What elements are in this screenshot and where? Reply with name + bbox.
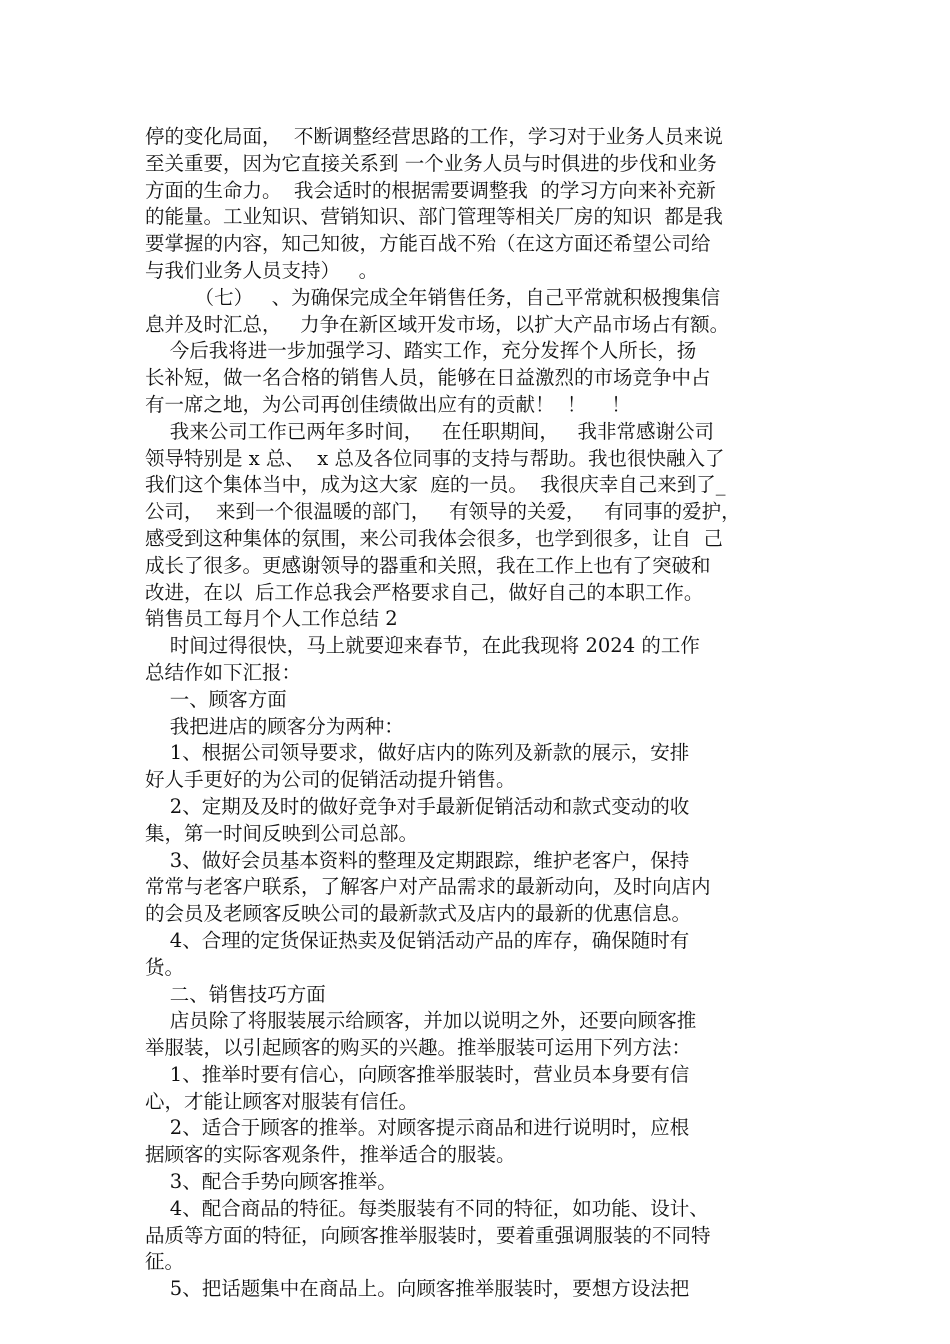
text-line: 品质等方面的特征，向顾客推举服装时，要着重强调服装的不同特: [145, 1223, 711, 1247]
text-line: 我们这个集体当中，成为这大家 庭的一员。 我很庆幸自己来到了_: [145, 473, 726, 497]
text-line: 3、做好会员基本资料的整理及定期跟踪，维护老客户，保持: [145, 848, 690, 872]
text-line: 1、根据公司领导要求，做好店内的陈列及新款的展示，安排: [145, 741, 690, 765]
text-line: 心，才能让顾客对服装有信任。: [145, 1089, 419, 1113]
text-line: 常常与老客户联系，了解客户对产品需求的最新动向，及时向店内: [145, 875, 711, 899]
text-line: 1、推举时要有信心，向顾客推举服装时，营业员本身要有信: [145, 1062, 690, 1086]
text-line: 一、顾客方面: [145, 687, 287, 711]
text-line: 改进，在以 后工作总我会严格要求自己，做好自己的本职工作。: [145, 580, 704, 604]
text-line: 的能量。工业知识、营销知识、部门管理等相关厂房的知识 都是我: [145, 205, 723, 229]
text-line: （七） 、为确保完成全年销售任务，自己平常就积极搜集信: [145, 285, 721, 309]
document-body: [145, 124, 825, 1303]
text-line: 的会员及老顾客反映公司的最新款式及店内的最新的优惠信息。: [145, 902, 692, 926]
text-line: 2、定期及及时的做好竞争对手最新促销活动和款式变动的收: [145, 794, 690, 818]
text-line: 方面的生命力。 我会适时的根据需要调整我 的学习方向来补充新: [145, 178, 716, 202]
text-line: 总结作如下汇报：: [145, 660, 302, 684]
text-line: 我来公司工作已两年多时间， 在任职期间， 我非常感谢公司: [145, 419, 714, 443]
text-line: 货。: [145, 955, 185, 979]
text-line: 4、合理的定货保证热卖及促销活动产品的库存，确保随时有: [145, 928, 690, 952]
text-line: 4、配合商品的特征。每类服装有不同的特征，如功能、设计、: [145, 1196, 709, 1220]
text-line: 停的变化局面， 不断调整经营思路的工作，学习对于业务人员来说: [145, 125, 723, 148]
text-line: 与我们业务人员支持） 。: [145, 258, 379, 282]
text-line: 有一席之地，为公司再创佳绩做出应有的贡献！ ！ ！: [145, 392, 631, 416]
text-line: 2、适合于顾客的推举。对顾客提示商品和进行说明时，应根: [145, 1116, 690, 1140]
text-line: 至关重要，因为它直接关系到 一个业务人员与时俱进的步伐和业务: [145, 151, 717, 175]
text-line: 感受到这种集体的氛围，来公司我体会很多，也学到很多，让自 己: [145, 526, 723, 550]
text-line: 好人手更好的为公司的促销活动提升销售。: [145, 768, 516, 792]
text-line: 要掌握的内容，知己知彼，方能百战不殆（在这方面还希望公司给: [145, 232, 711, 256]
text-line: 店员除了将服装展示给顾客，并加以说明之外，还要向顾客推: [145, 1009, 697, 1033]
text-line: 据顾客的实际客观条件，推举适合的服装。: [145, 1143, 516, 1167]
text-line: 二、销售技巧方面: [145, 982, 326, 1006]
text-line: 销售员工每月个人工作总结 2: [145, 607, 398, 631]
text-line: 征。: [145, 1250, 185, 1274]
text-line: 举服装，以引起顾客的购买的兴趣。推举服装可运用下列方法：: [145, 1036, 692, 1060]
text-line: 息并及时汇总， 力争在新区域开发市场，以扩大产品市场占有额。: [145, 312, 730, 336]
text-line: 我把进店的顾客分为两种：: [145, 714, 404, 738]
text-line: 时间过得很快，马上就要迎来春节，在此我现将 2024 的工作: [145, 634, 700, 658]
text-line: 领导特别是 x 总、 x 总及各位同事的支持与帮助。我也很快融入了: [145, 446, 725, 470]
text-line: 成长了很多。更感谢领导的器重和关照，我在工作上也有了突破和: [145, 553, 711, 577]
text-line: 3、配合手势向顾客推举。: [145, 1170, 397, 1194]
text-line: 5、把话题集中在商品上。向顾客推举服装时，要想方设法把: [145, 1277, 690, 1301]
text-line: 长补短，做一名合格的销售人员，能够在日益激烈的市场竞争中占: [145, 366, 711, 390]
text-line: 公司， 来到一个很温暖的部门， 有领导的关爱， 有同事的爱护，: [145, 500, 741, 524]
text-line: 今后我将进一步加强学习、踏实工作，充分发挥个人所长，扬: [145, 339, 697, 363]
text-line: 集，第一时间反映到公司总部。: [145, 821, 419, 845]
